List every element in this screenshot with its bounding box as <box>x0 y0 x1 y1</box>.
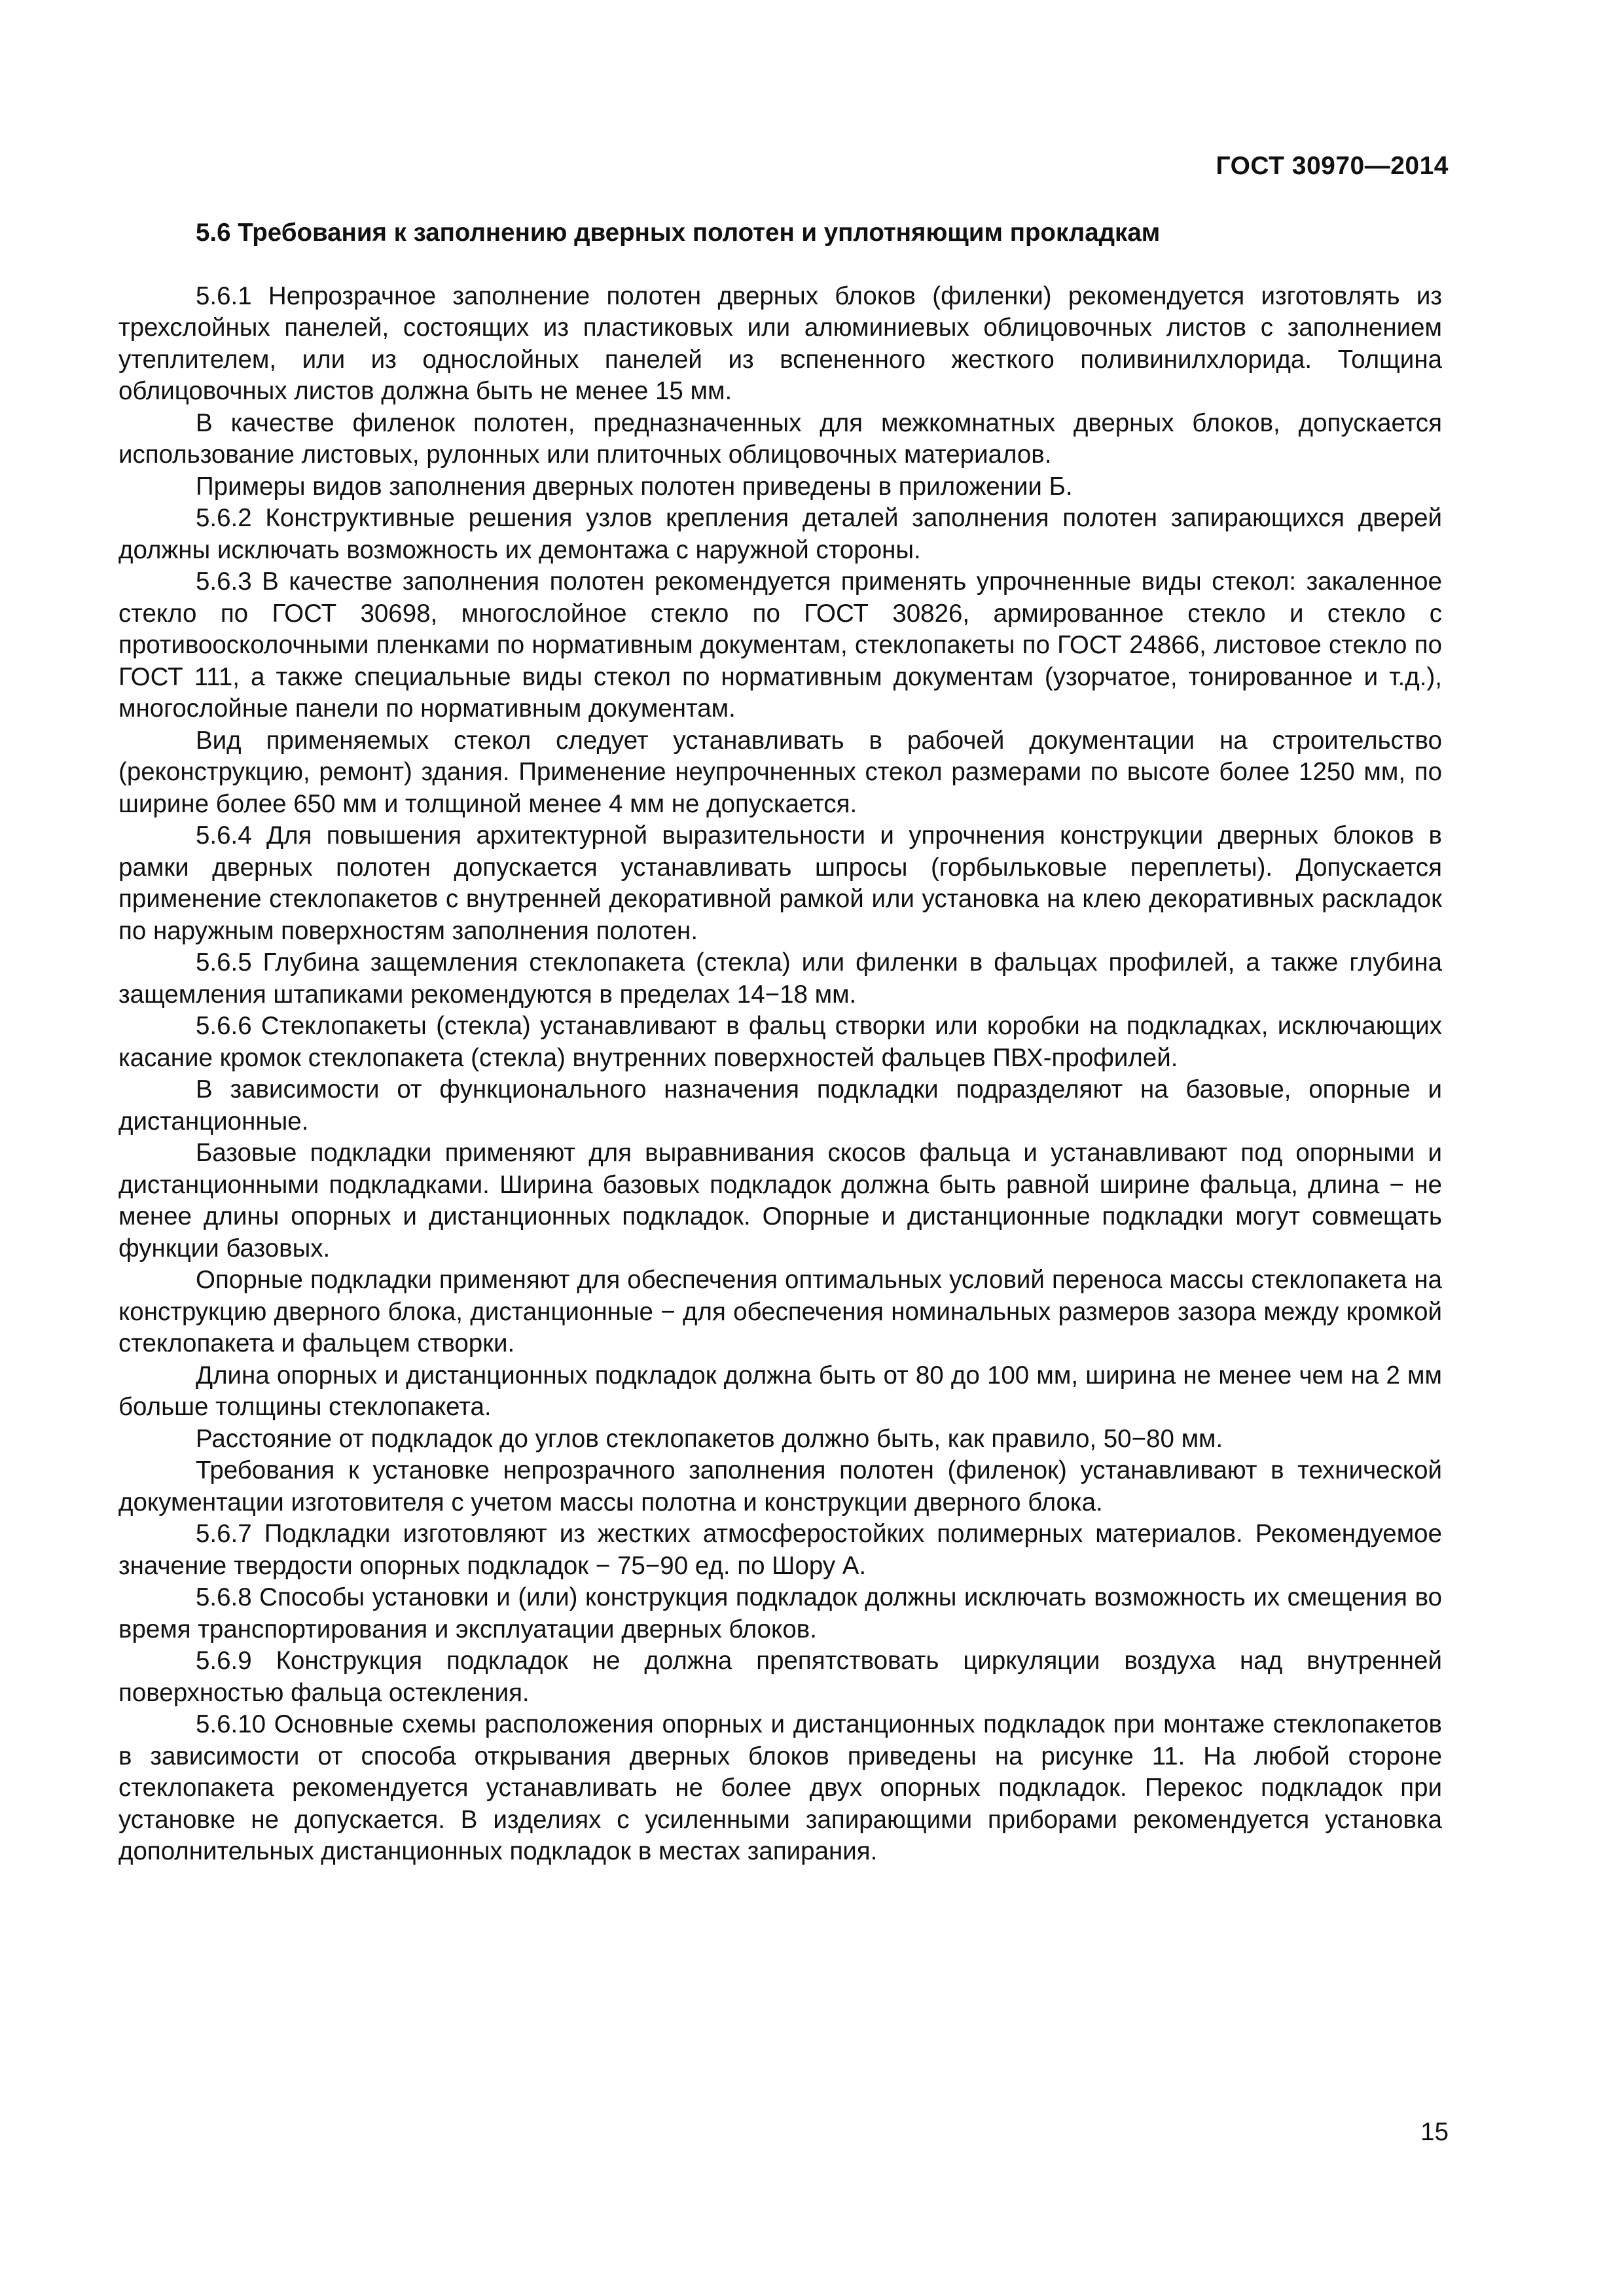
paragraph-examples: Примеры видов заполнения дверных полотен приведены в приложении Б. <box>196 472 1073 501</box>
paragraph-5-6-10: 5.6.10 Основные схемы расположения опорных и дистанционных подкладок при монтаже стеклопакетов в зависимости от способа открывания дверных блоков приведены на рисунке 11. На любой стороне стеклопакета рекомендуется устанавливать не более двух опорных подкладок. Перекос подкладок при установке не допускается. В изделиях с усиленными запирающими приборами рекомендуется установка дополнительных дистанционных подкладок в местах запирания. <box>118 1710 1442 1865</box>
paragraph-5-6-2: 5.6.2 Конструктивные решения узлов крепления деталей заполнения полотен запирающихся дверей должны исключать возможность их демонтажа с наружной стороны. <box>118 504 1442 564</box>
paragraph-5-6-7: 5.6.7 Подкладки изготовляют из жестких атмосферостойких полимерных материалов. Рекомендуемое значение твердости опорных подкладок − 75−90 ед. по Шору А. <box>118 1520 1442 1580</box>
paragraph-spacer-length: Длина опорных и дистанционных подкладок должна быть от 80 до 100 мм, ширина не менее чем на 2 мм больше толщины стеклопакета. <box>118 1361 1442 1421</box>
document-code: ГОСТ 30970—2014 <box>1216 152 1449 180</box>
page-number: 15 <box>1420 2118 1449 2146</box>
paragraph-panels-interior: В качестве филенок полотен, предназначенных для межкомнатных дверных блоков, допускается использование листовых, рулонных или плиточных облицовочных материалов. <box>118 408 1442 469</box>
paragraph-opaque-fill: Требования к установке непрозрачного заполнения полотен (филенок) устанавливают в технической документации изготовителя с учетом массы полотна и конструкции дверного блока. <box>118 1456 1442 1516</box>
paragraph-5-6-9: 5.6.9 Конструкция подкладок не должна препятствовать циркуляции воздуха над внутренней поверхностью фальца остекления. <box>118 1647 1442 1707</box>
paragraph-support-spacers: Опорные подкладки применяют для обеспечения оптимальных условий переноса массы стеклопакета на конструкцию дверного блока, дистанционные − для обеспечения номинальных размеров зазора между кромкой стеклопакета и фальцем створки. <box>118 1266 1442 1357</box>
paragraph-5-6-8: 5.6.8 Способы установки и (или) конструкция подкладок должны исключать возможность их смещения во время транспортирования и эксплуатации дверных блоков. <box>118 1583 1442 1643</box>
paragraph-5-6-6: 5.6.6 Стеклопакеты (стекла) устанавливают в фальц створки или коробки на подкладках, исключающих касание кромок стеклопакета (стекла) внутренних поверхностей фальцев ПВХ-профилей. <box>118 1012 1442 1072</box>
paragraph-5-6-3: 5.6.3 В качестве заполнения полотен рекомендуется применять упрочненные виды стекол: закаленное стекло по ГОСТ 30698, многослойное стекло по ГОСТ 30826, армированное стекло и стекло с противоосколочными пленками по нормативным документам, стеклопакеты по ГОСТ 24866, листовое стекло по ГОСТ 111, а также специальные виды стекол по нормативным документам (узорчатое, тонированное и т.д.), многослойные панели по нормативным документам. <box>118 567 1442 723</box>
paragraph-spacer-distance: Расстояние от подкладок до углов стеклопакетов должно быть, как правило, 50−80 мм. <box>196 1424 1223 1453</box>
paragraph-glass-type: Вид применяемых стекол следует устанавливать в рабочей документации на строительство (реконструкцию, ремонт) здания. Применение неупрочненных стекол размерами по высоте более 1250 мм, по ширине более 650 мм и толщиной менее 4 мм не допускается. <box>118 726 1442 818</box>
paragraph-5-6-5: 5.6.5 Глубина защемления стеклопакета (стекла) или филенки в фальцах профилей, а также глубина защемления штапиками рекомендуются в пределах 14−18 мм. <box>118 948 1442 1009</box>
document-body <box>118 217 1442 1868</box>
paragraph-5-6-1: 5.6.1 Непрозрачное заполнение полотен дверных блоков (филенки) рекомендуется изготовлять из трехслойных панелей, состоящих из пластиковых или алюминиевых облицовочных листов с заполнением утеплителем, или из однослойных панелей из вспененного жесткого поливинилхлорида. Толщина облицовочных листов должна быть не менее 15 мм. <box>118 281 1442 405</box>
paragraph-5-6-4: 5.6.4 Для повышения архитектурной выразительности и упрочнения конструкции дверных блоков в рамки дверных полотен допускается устанавливать шпросы (горбыльковые переплеты). Допускается применение стеклопакетов с внутренней декоративной рамкой или установка на клею декоративных раскладок по наружным поверхностям заполнения полотен. <box>118 821 1442 945</box>
paragraph-spacer-types: В зависимости от функционального назначения подкладки подразделяют на базовые, опорные и дистанционные. <box>118 1075 1442 1136</box>
section-title: 5.6 Требования к заполнению дверных полотен и уплотняющим прокладкам <box>196 219 1161 247</box>
paragraph-base-spacers: Базовые подкладки применяют для выравнивания скосов фальца и устанавливают под опорными и дистанционными подкладками. Ширина базовых подкладок должна быть равной ширине фальца, длина − не менее длины опорных и дистанционных подкладок. Опорные и дистанционные подкладки могут совмещать функции базовых. <box>118 1139 1442 1263</box>
